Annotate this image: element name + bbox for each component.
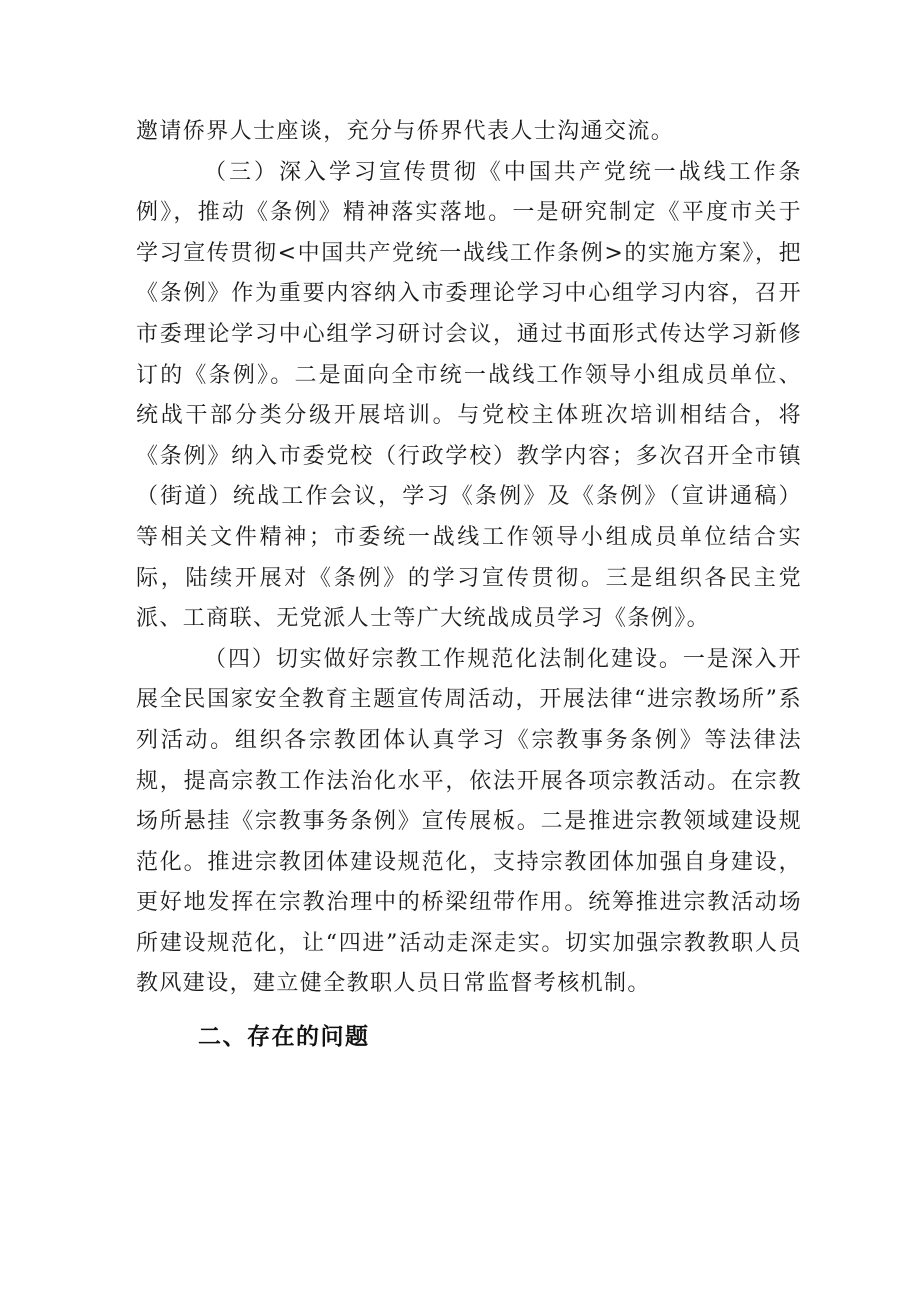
section-heading-existing-problems: 二、存在的问题 xyxy=(198,1024,370,1051)
paragraph-religious-work-standardization: （四）切实做好宗教工作规范化法制化建设。一是深入开展全民国家安全教育主题宣传周活动，开展法律“进宗教场所”系列活动。组织各宗教团体认真学习《宗教事务条例》等法律法规，提高宗教工作法治化水平，依法开展各项宗教活动。在宗教场所悬挂《宗教事务条例》宣传展板。二是推进宗教领域建设规范化。推进宗教团体建设规范化，支持宗教团体加强自身建设，更好地发挥在宗教治理中的桥梁纽带作用。统筹推进宗教活动场所建设规范化，让“四进”活动走深走实。切实加强宗教教职人员教风建设，建立健全教职人员日常监督考核机制。 xyxy=(136,646,802,997)
paragraph-united-front-regulations: （三）深入学习宣传贯彻《中国共产党统一战线工作条例》，推动《条例》精神落实落地。一是研究制定《平度市关于学习宣传贯彻<中国共产党统一战线工作条例>的实施方案》，把《条例》作为重要内容纳入市委理论学习中心组学习内容，召开市委理论学习中心组学习研讨会议，通过书面形式传达学习新修订的《条例》。二是面向全市统一战线工作领导小组成员单位、统战干部分类分级开展培训。与党校主体班次培训相结合，将《条例》纳入市委党校（行政学校）教学内容；多次召开全市镇（街道）统战工作会议，学习《条例》及《条例》（宣讲通稿）等相关文件精神；市委统一战线工作领导小组成员单位结合实际，陆续开展对《条例》的学习宣传贯彻。三是组织各民主党派、工商联、无党派人士等广大统战成员学习《条例》。 xyxy=(136,159,802,632)
paragraph-overseas-chinese-forum: 邀请侨界人士座谈，充分与侨界代表人士沟通交流。 xyxy=(136,119,675,144)
